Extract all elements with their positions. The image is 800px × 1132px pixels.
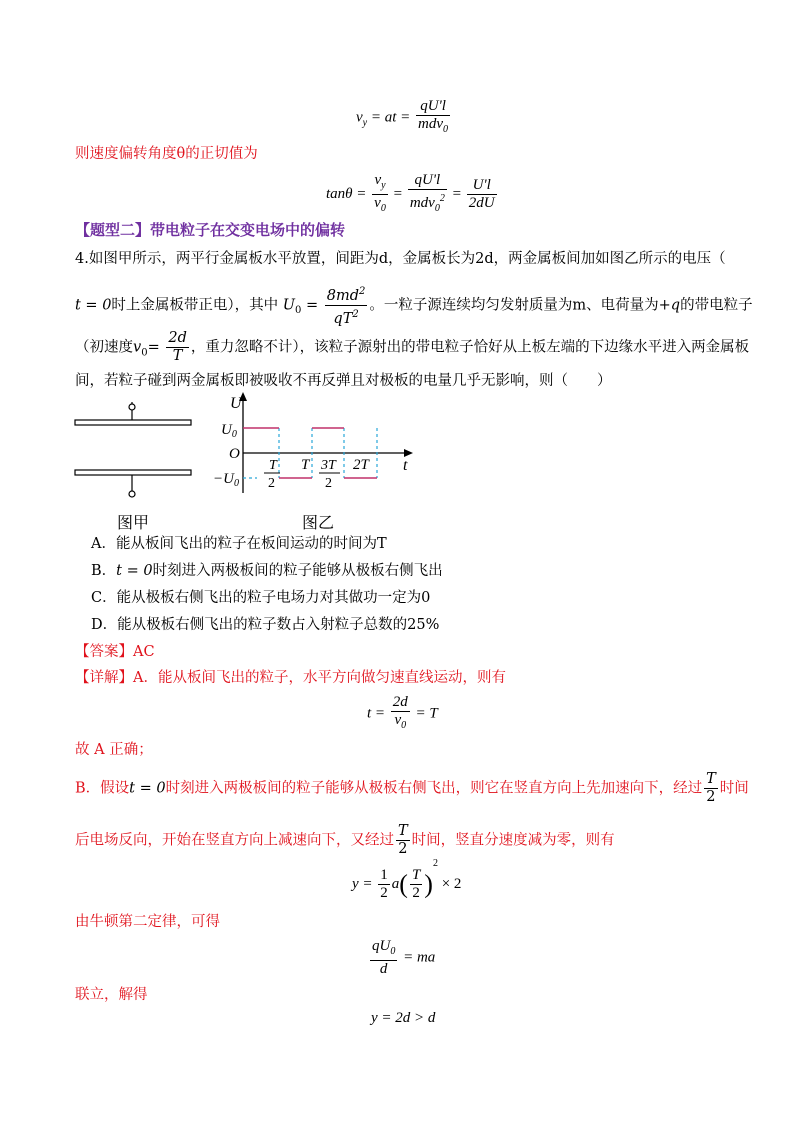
u0-fraction: $\frac{8md^2}{qT^2}$ bbox=[326, 286, 366, 327]
tick-t-half-den: 2 bbox=[268, 476, 275, 491]
problem-line-2: t = 0时上金属板带正电），其中 $U_0$ = $\frac{8md^2}{qT^2}$ 。一粒子源连续均匀发射质量为m、电荷量为+q的带电粒子 bbox=[75, 283, 753, 328]
tick-t-half-num: T bbox=[269, 458, 277, 473]
problem-line-1: 4.如图甲所示，两平行金属板水平放置，间距为d，金属板长为2d，两金属板间加如图乙所示的电压（ bbox=[75, 251, 726, 267]
eq1-lhs: v bbox=[356, 109, 363, 126]
option-b[interactable]: B．t = 0时刻进入两极板间的粒子能够从极板右侧飞出 bbox=[91, 563, 443, 579]
equation-displacement: y = $\frac{1}{2}$ a( $\frac{T}{2}$ )$^2$ × 2 bbox=[352, 858, 462, 902]
detail-b-line-2: 后电场反向，开始在竖直方向上减速向下，又经过 $\frac{T}{2}$ 时间，竖直分速度减为零，则有 bbox=[75, 823, 615, 857]
section-title: 【题型二】带电粒子在交变电场中的偏转 bbox=[75, 221, 346, 239]
conclusion-a: 故 A 正确； bbox=[75, 742, 153, 758]
tick-t: T bbox=[301, 457, 310, 473]
axis-u-label: U bbox=[230, 395, 242, 412]
solve-text: 联立，解得 bbox=[75, 987, 148, 1003]
answer-text: 【答案】AC bbox=[75, 644, 155, 660]
figure-voltage-graph bbox=[213, 390, 428, 498]
eq1-mid: = at = bbox=[370, 109, 411, 126]
option-a[interactable]: A．能从板间飞出的粒子在板间运动的时间为T bbox=[91, 536, 387, 552]
t-axis-arrow bbox=[404, 449, 413, 457]
equation-result: y = 2d > d bbox=[371, 1010, 436, 1026]
neg-u0-label: $-U_0$ bbox=[213, 471, 239, 489]
problem-line-3: （初速度$v_0=$ $\frac{2d}{T}$ ，重力忽略不计），该粒子源射出的带电粒子恰好从上板左端的下边缘水平进入两金属板 bbox=[75, 330, 750, 364]
detail-line-1: 【详解】A．能从板间飞出的粒子，水平方向做匀速直线运动，则有 bbox=[75, 670, 506, 686]
option-c[interactable]: C．能从极板右侧飞出的粒子电场力对其做功一定为0 bbox=[91, 590, 431, 606]
eq1-lhs-sub: y bbox=[362, 117, 368, 129]
detail-b-line-1: B．假设t = 0时刻进入两极板间的粒子能够从极板右侧飞出，则它在竖直方向上先加速向下，经过 $\frac{T}{2}$ 时间 bbox=[75, 771, 749, 805]
bottom-plate bbox=[75, 470, 191, 475]
eq1-fraction: $\frac{\text{qUʹl}}{mdv_0}$ bbox=[416, 98, 450, 138]
tick-2t: 2T bbox=[353, 457, 369, 473]
v0-fraction: $\frac{2d}{T}$ bbox=[168, 330, 187, 364]
top-plate bbox=[75, 420, 191, 425]
caption-figure-a: 图甲 bbox=[117, 513, 150, 532]
equation-newton: $\frac{qU_0}{d}$ = ma bbox=[372, 938, 436, 977]
u0-label: $U_0$ bbox=[221, 422, 237, 440]
top-terminal bbox=[129, 404, 135, 410]
option-d[interactable]: D．能从极板右侧飞出的粒子数占入射粒子总数的25% bbox=[91, 617, 440, 633]
origin-label: O bbox=[229, 446, 240, 462]
newton-text: 由牛顿第二定律，可得 bbox=[75, 914, 220, 930]
equation-vy bbox=[356, 98, 452, 138]
tick-3t-half-num: 3T bbox=[321, 458, 336, 473]
tick-3t-half-den: 2 bbox=[325, 476, 332, 491]
caption-figure-b: 图乙 bbox=[302, 513, 335, 532]
axis-t-label: t bbox=[403, 457, 408, 474]
figure-plates bbox=[70, 398, 200, 502]
bottom-terminal bbox=[129, 491, 135, 497]
equation-time: t = $\frac{2d}{v_0}$ = T bbox=[367, 694, 438, 734]
equation-tan-theta: tanθ = $\frac{v_y}{v_0}$ = $\frac{\text{qUʹl}}{mdv_0^2}$ = $\frac{\text{Uʹl}}{2dU}$ bbox=[326, 172, 499, 217]
problem-line-4: 间，若粒子碰到两金属板即被吸收不再反弹且对极板的电量几乎无影响，则（ ） bbox=[75, 373, 612, 389]
tan-intro-text: 则速度偏转角度θ的正切值为 bbox=[75, 146, 258, 162]
